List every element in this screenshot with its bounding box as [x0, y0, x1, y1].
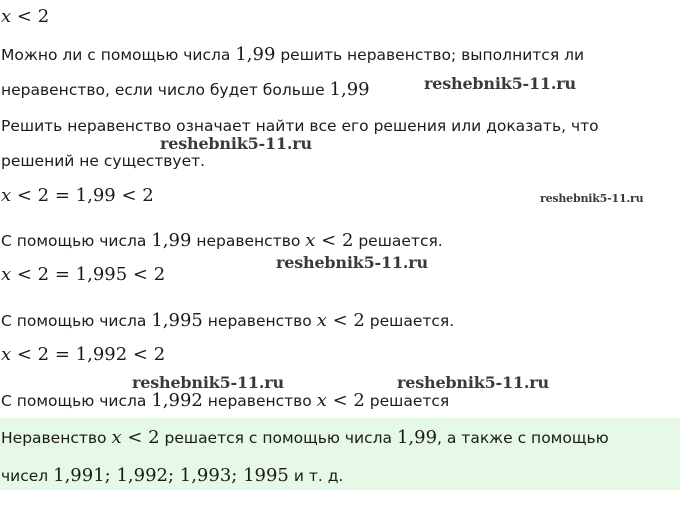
equation-line-1: x < 2 = 1,99 < 2: [1, 185, 154, 206]
conclusion-line-1: Неравенство x < 2 решается с помощью числа 1,99, а также с помощью: [1, 427, 609, 448]
watermark: reshebnik5-11.ru: [424, 74, 576, 93]
equation-line-2: x < 2 = 1,995 < 2: [1, 264, 166, 285]
question-line-2: неравенство, если число будет больше 1,99: [1, 79, 370, 100]
inequality-line: x < 2: [1, 6, 50, 27]
definition-line-1: Решить неравенство означает найти все его решения или доказать, что: [1, 117, 599, 135]
statement-line-3: С помощью числа 1,992 неравенство x < 2 решается: [1, 390, 450, 411]
watermark: reshebnik5-11.ru: [132, 373, 284, 392]
question-line-1: Можно ли с помощью числа 1,99 решить неравенство; выполнится ли: [1, 44, 585, 65]
conclusion-line-2: чисел 1,991; 1,992; 1,993; 1995 и т. д.: [1, 465, 344, 486]
definition-line-2: решений не существует.: [1, 152, 206, 170]
watermark: reshebnik5-11.ru: [276, 253, 428, 272]
statement-line-1: С помощью числа 1,99 неравенство x < 2 решается.: [1, 230, 443, 251]
watermark: reshebnik5-11.ru: [540, 192, 644, 205]
statement-line-2: С помощью числа 1,995 неравенство x < 2 решается.: [1, 310, 455, 331]
equation-line-3: x < 2 = 1,992 < 2: [1, 344, 166, 365]
watermark: reshebnik5-11.ru: [160, 134, 312, 153]
watermark: reshebnik5-11.ru: [397, 373, 549, 392]
